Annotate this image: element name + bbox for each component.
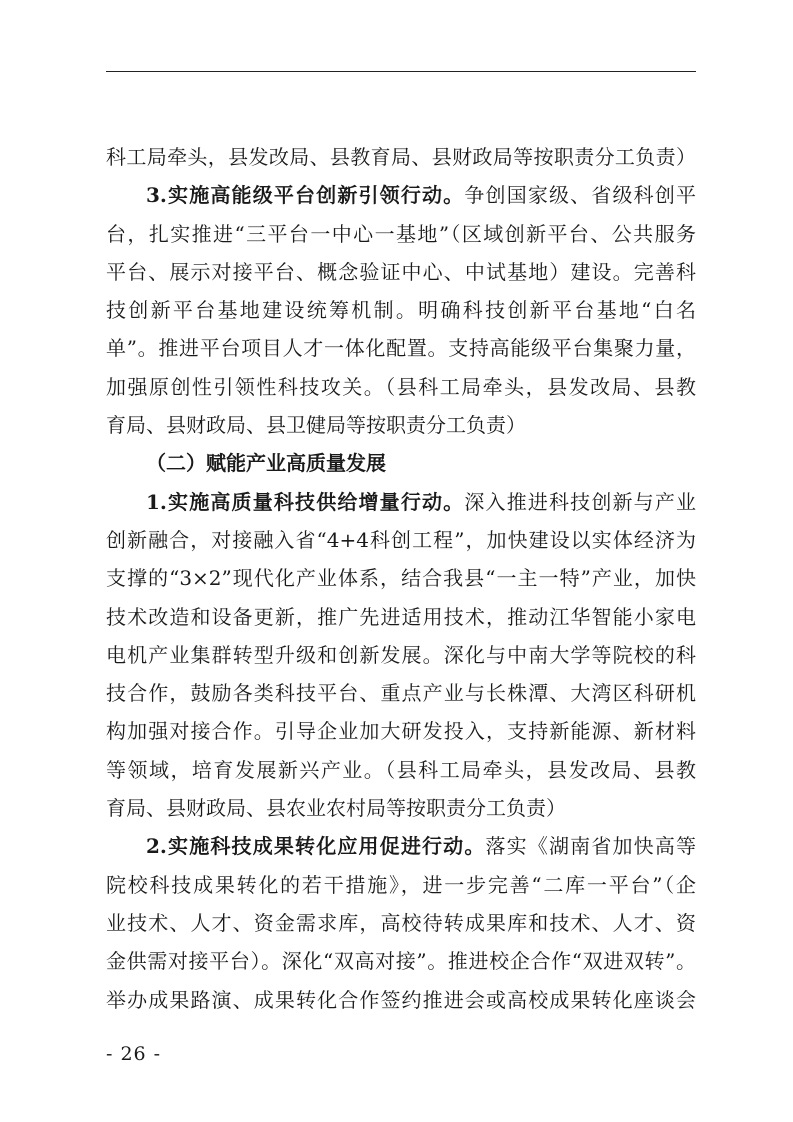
body-line: 育局、县财政局、县农业农村局等按职责分工负责）	[106, 796, 566, 821]
body-line: 支撑的“3×2”现代化产业体系，结合我县“一主一特”产业，加快	[106, 566, 696, 591]
body-line: 业技术、人才、资金需求库，高校待转成果库和技术、人才、资	[106, 910, 696, 935]
body-line: 单”。推进平台项目人才一体化配置。支持高能级平台集聚力量，	[106, 336, 696, 361]
body-line: 技术改造和设备更新，推广先进适用技术，推动江华智能小家电	[106, 604, 696, 629]
section-heading-line: 3.实施高能级平台创新引领行动。争创国家级、省级科创平	[146, 183, 696, 208]
section-heading: 1.实施高质量科技供给增量行动。	[146, 489, 465, 514]
body-line: 育局、县财政局、县卫健局等按职责分工负责）	[106, 413, 526, 438]
header-rule	[106, 71, 696, 72]
body-line: 金供需对接平台）。深化“双高对接”。推进校企合作“双进双转”。	[106, 949, 696, 974]
subsection-heading: （二）赋能产业高质量发展	[146, 451, 386, 476]
section-heading: 2.实施科技成果转化应用促进行动。	[146, 834, 486, 859]
document-body	[106, 138, 696, 1019]
body-line: 台，扎实推进“三平台一中心一基地”（区域创新平台、公共服务	[106, 221, 696, 246]
body-line: 科工局牵头，县发改局、县教育局、县财政局等按职责分工负责）	[106, 145, 696, 169]
body-line: 构加强对接合作。引导企业加大研发投入，支持新能源、新材料	[106, 719, 696, 744]
section-heading: 3.实施高能级平台创新引领行动。	[146, 183, 465, 208]
section-heading-line: 1.实施高质量科技供给增量行动。深入推进科技创新与产业	[146, 489, 696, 514]
body-line: 技合作，鼓励各类科技平台、重点产业与长株潭、大湾区科研机	[106, 681, 696, 706]
section-heading-line: 2.实施科技成果转化应用促进行动。落实《湖南省加快高等	[146, 834, 696, 859]
body-line: 创新融合，对接融入省“4+4科创工程”，加快建设以实体经济为	[106, 527, 696, 552]
body-line: 举办成果路演、成果转化合作签约推进会或高校成果转化座谈会	[106, 987, 696, 1012]
body-line: 院校科技成果转化的若干措施》，进一步完善“二库一平台”（企	[106, 872, 696, 897]
subsection-heading-line	[106, 444, 696, 482]
body-line: 技创新平台基地建设统筹机制。明确科技创新平台基地“白名	[106, 298, 696, 323]
body-line: 等领域，培育发展新兴产业。（县科工局牵头，县发改局、县教	[106, 757, 696, 782]
body-line: 电机产业集群转型升级和创新发展。深化与中南大学等院校的科	[106, 642, 696, 667]
body-line: 平台、展示对接平台、概念验证中心、中试基地）建设。完善科	[106, 259, 696, 284]
page-number: - 26 -	[106, 1043, 162, 1065]
body-line: 加强原创性引领性科技攻关。（县科工局牵头，县发改局、县教	[106, 374, 696, 399]
